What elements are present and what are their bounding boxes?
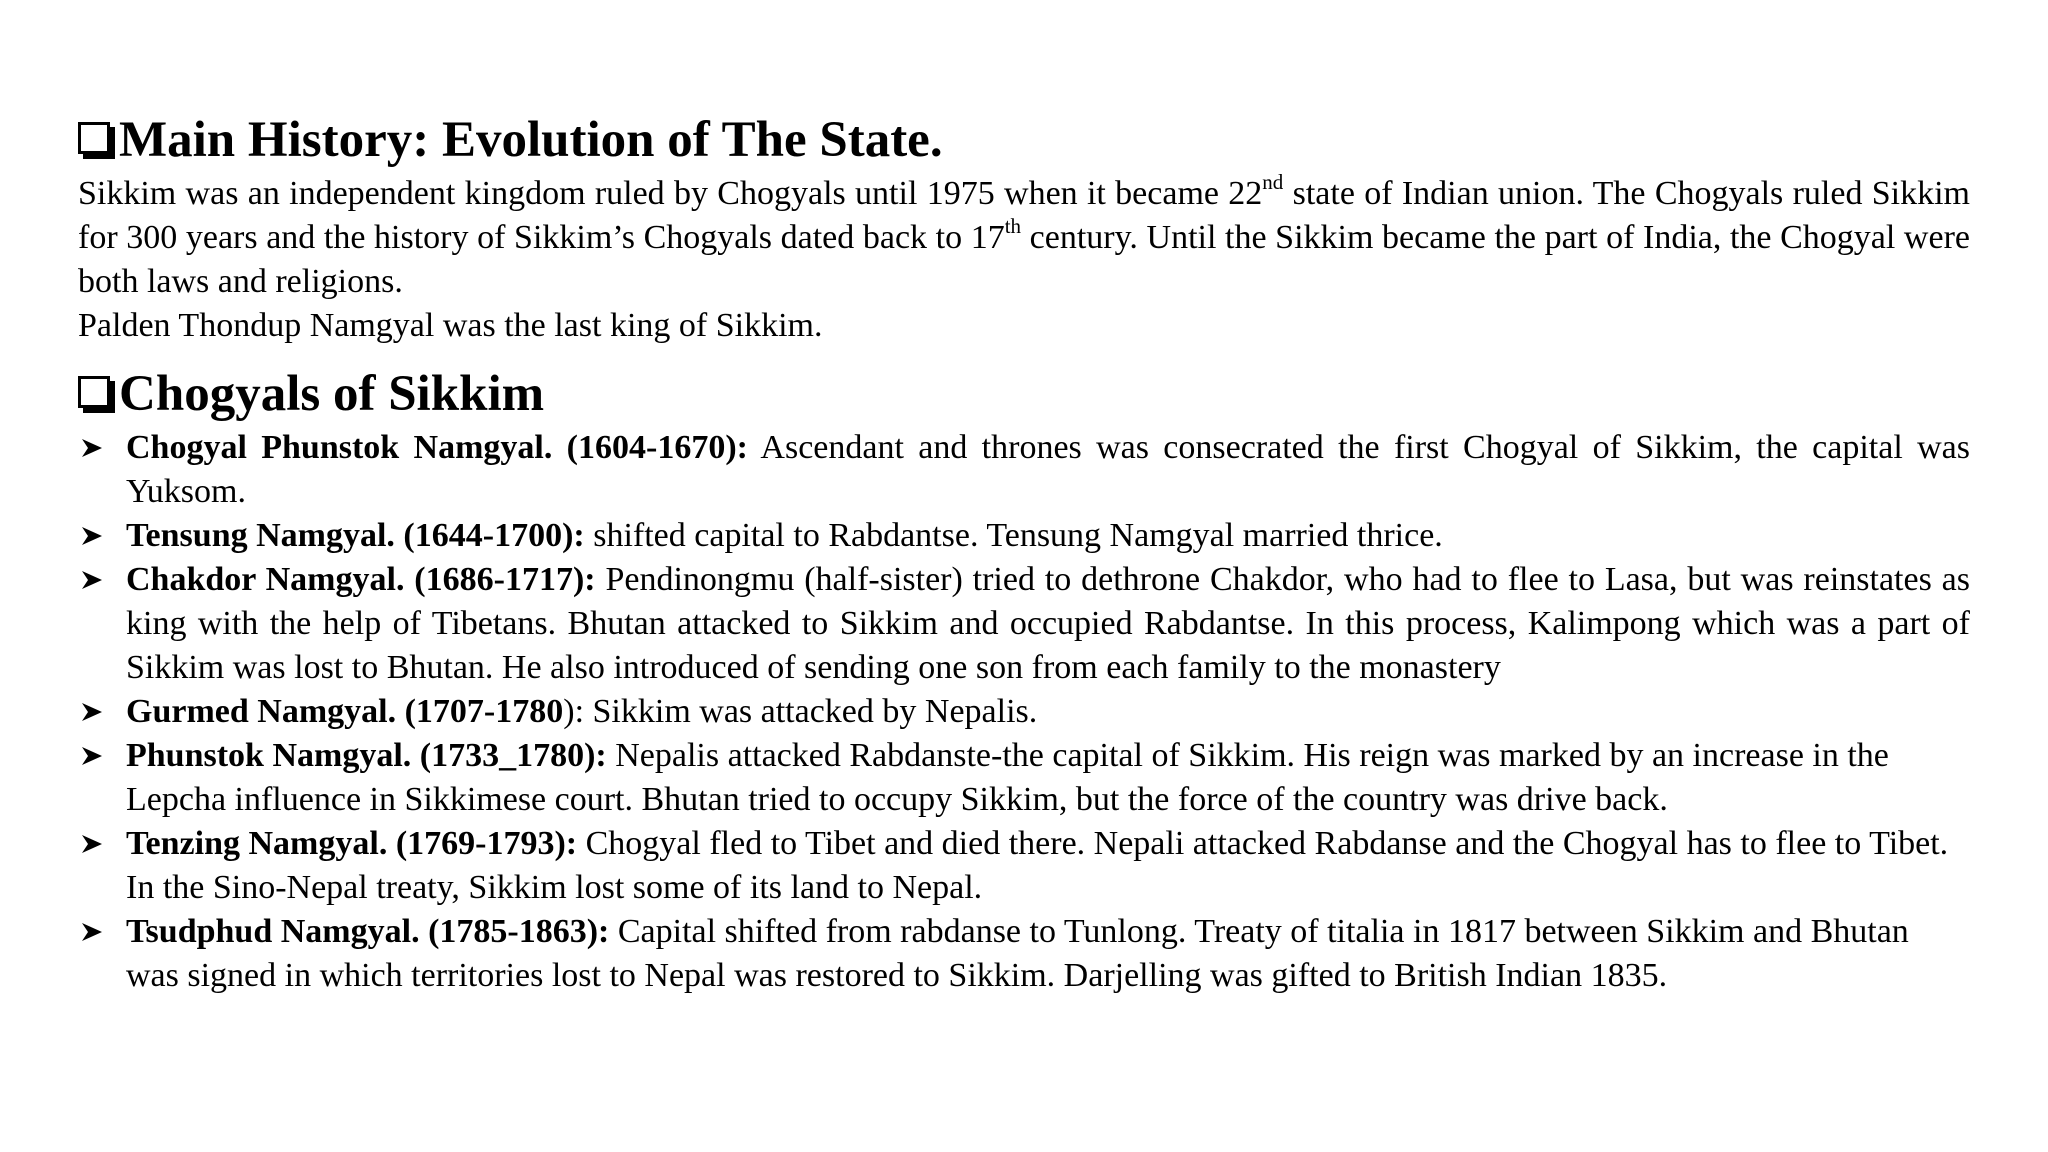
ruler-description: Pendinongmu (half-sister) tried to dethrone Chakdor, who had to flee to Lasa, but was reinstates as king with the help of Tibetans. Bhutan attacked to Sikkim and occupied Rabdantse. In this process, Kalimpong which was a part of Sikkim was lost to Bhutan. He also introduced of sending one son from each family to the monastery	[126, 561, 1970, 686]
ruler-description: Ascendant and thrones was consecrated the first Chogyal of Sikkim, the capital was Yuksom.	[126, 429, 1970, 510]
history-text-part2: state of Indian union. The Chogyals ruled Sikkim for 300 years and the history of Sikkim’s Chogyals dated back to 17	[78, 175, 1971, 256]
list-item	[78, 558, 1970, 690]
last-king-paragraph: Palden Thondup Namgyal was the last king of Sikkim.	[78, 307, 823, 344]
list-item	[78, 426, 1970, 514]
arrowhead-bullet-icon	[78, 514, 108, 558]
ordinal-suffix-nd: nd	[1262, 170, 1284, 194]
arrowhead-bullet-icon	[78, 822, 108, 866]
history-text-part1: Sikkim was an independent kingdom ruled by Chogyals until 1975 when it became 22	[78, 175, 1263, 212]
chogyal-list	[78, 426, 1970, 998]
history-paragraph	[78, 172, 1970, 304]
list-item	[78, 690, 1970, 734]
ruler-description: shifted capital to Rabdantse. Tensung Namgyal married thrice.	[584, 517, 1443, 554]
section-heading-chogyals	[78, 362, 1970, 426]
arrowhead-bullet-icon	[78, 426, 108, 470]
ruler-name: Chogyal Phunstok Namgyal. (1604-1670):	[126, 429, 748, 466]
arrowhead-bullet-icon	[78, 734, 108, 778]
list-item	[78, 734, 1970, 822]
checkbox-bullet-icon	[78, 376, 110, 408]
history-text-part3: century. Until the Sikkim became the part of India, the Chogyal were both laws and religions.	[78, 219, 1970, 300]
ruler-description: Capital shifted from rabdanse to Tunlong. Treaty of titalia in 1817 between Sikkim and Bhutan was signed in which territories lost to Nepal was restored to Sikkim. Darjelling was gifted to British Indian 1835.	[126, 913, 1909, 994]
list-item	[78, 822, 1970, 910]
ruler-name: Tensung Namgyal. (1644-1700):	[126, 517, 585, 554]
arrowhead-bullet-icon	[78, 910, 108, 954]
section-heading-text: Chogyals of Sikkim	[119, 366, 545, 422]
ruler-description: Nepalis attacked Rabdanste-the capital of Sikkim. His reign was marked by an increase in the Lepcha influence in Sikkimese court. Bhutan tried to occupy Sikkim, but the force of the country was drive back.	[126, 737, 1889, 818]
arrowhead-bullet-icon	[78, 690, 108, 734]
ruler-name: Tsudphud Namgyal. (1785-1863):	[126, 913, 610, 950]
checkbox-bullet-icon	[78, 122, 110, 154]
ruler-name: Tenzing Namgyal. (1769-1793):	[126, 825, 578, 862]
list-item	[78, 514, 1970, 558]
ruler-name: Chakdor Namgyal. (1686-1717):	[126, 561, 596, 598]
ruler-description: ): Sikkim was attacked by Nepalis.	[563, 693, 1038, 730]
section-heading-text: Main History: Evolution of The State.	[119, 112, 943, 168]
ruler-description: Chogyal fled to Tibet and died there. Nepali attacked Rabdanse and the Chogyal has to flee to Tibet. In the Sino-Nepal treaty, Sikkim lost some of its land to Nepal.	[126, 825, 1949, 906]
section-heading-main-history	[78, 108, 1970, 172]
ruler-name: Gurmed Namgyal. (1707-1780	[126, 693, 564, 730]
list-item	[78, 910, 1970, 998]
slide-content	[78, 108, 1970, 998]
arrowhead-bullet-icon	[78, 558, 108, 602]
ordinal-suffix-th: th	[1004, 214, 1022, 238]
ruler-name: Phunstok Namgyal. (1733_1780):	[126, 737, 607, 774]
